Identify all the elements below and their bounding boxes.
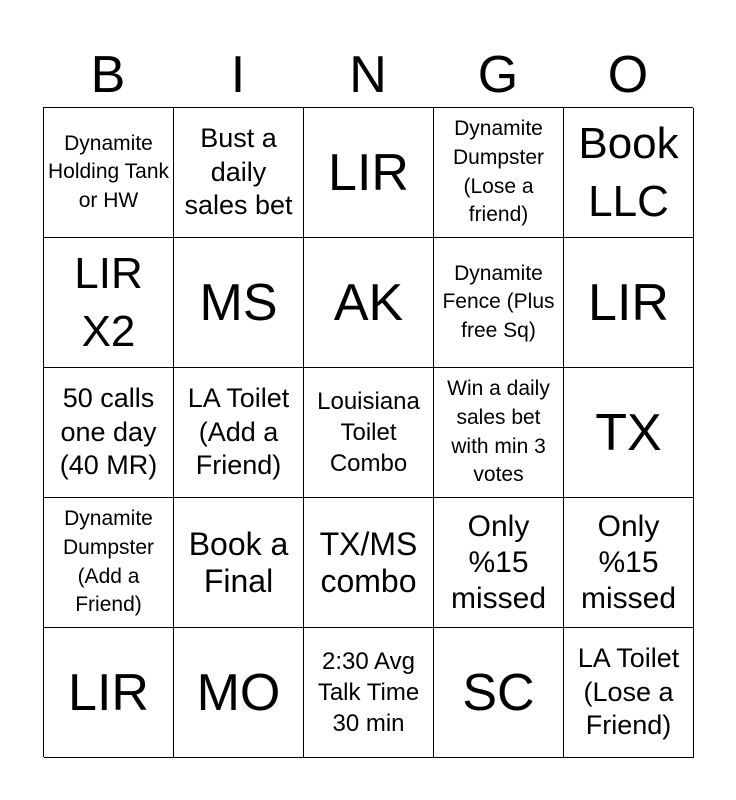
bingo-cell[interactable]: Louisiana Toilet Combo (304, 368, 434, 498)
header-letter-n: N (349, 46, 387, 104)
header-letter-b: B (90, 46, 126, 104)
bingo-cell[interactable]: LIR (564, 238, 694, 368)
bingo-cell[interactable]: AK (304, 238, 434, 368)
bingo-cell[interactable]: LA Toilet (Add a Friend) (174, 368, 304, 498)
bingo-board (43, 107, 693, 757)
bingo-cell[interactable]: Dynamite Dumpster (Lose a friend) (434, 108, 564, 238)
bingo-cell[interactable]: Bust a daily sales bet (174, 108, 304, 238)
bingo-cell[interactable]: Win a daily sales bet with min 3 votes (434, 368, 564, 498)
bingo-cell[interactable]: Dynamite Holding Tank or HW (44, 108, 174, 238)
header-letter-i: I (230, 46, 246, 104)
bingo-cell[interactable]: TX (564, 368, 694, 498)
bingo-cell[interactable]: TX/MS combo (304, 498, 434, 628)
bingo-cell[interactable]: MS (174, 238, 304, 368)
bingo-cell[interactable]: LIR (304, 108, 434, 238)
bingo-cell[interactable]: Book LLC (564, 108, 694, 238)
bingo-cell[interactable]: MO (174, 628, 304, 758)
bingo-cell[interactable]: SC (434, 628, 564, 758)
bingo-cell[interactable]: 2:30 Avg Talk Time 30 min (304, 628, 434, 758)
bingo-header (43, 44, 693, 106)
bingo-cell[interactable]: Dynamite Fence (Plus free Sq) (434, 238, 564, 368)
header-letter-g: G (477, 46, 519, 104)
bingo-cell[interactable]: Only %15 missed (434, 498, 564, 628)
bingo-cell[interactable]: LIR (44, 628, 174, 758)
bingo-cell[interactable]: LA Toilet (Lose a Friend) (564, 628, 694, 758)
bingo-cell[interactable]: Dynamite Dumpster (Add a Friend) (44, 498, 174, 628)
bingo-cell[interactable]: Only %15 missed (564, 498, 694, 628)
bingo-cell[interactable]: 50 calls one day (40 MR) (44, 368, 174, 498)
bingo-cell[interactable]: LIR X2 (44, 238, 174, 368)
header-letter-o: O (607, 46, 649, 104)
bingo-cell[interactable]: Book a Final (174, 498, 304, 628)
